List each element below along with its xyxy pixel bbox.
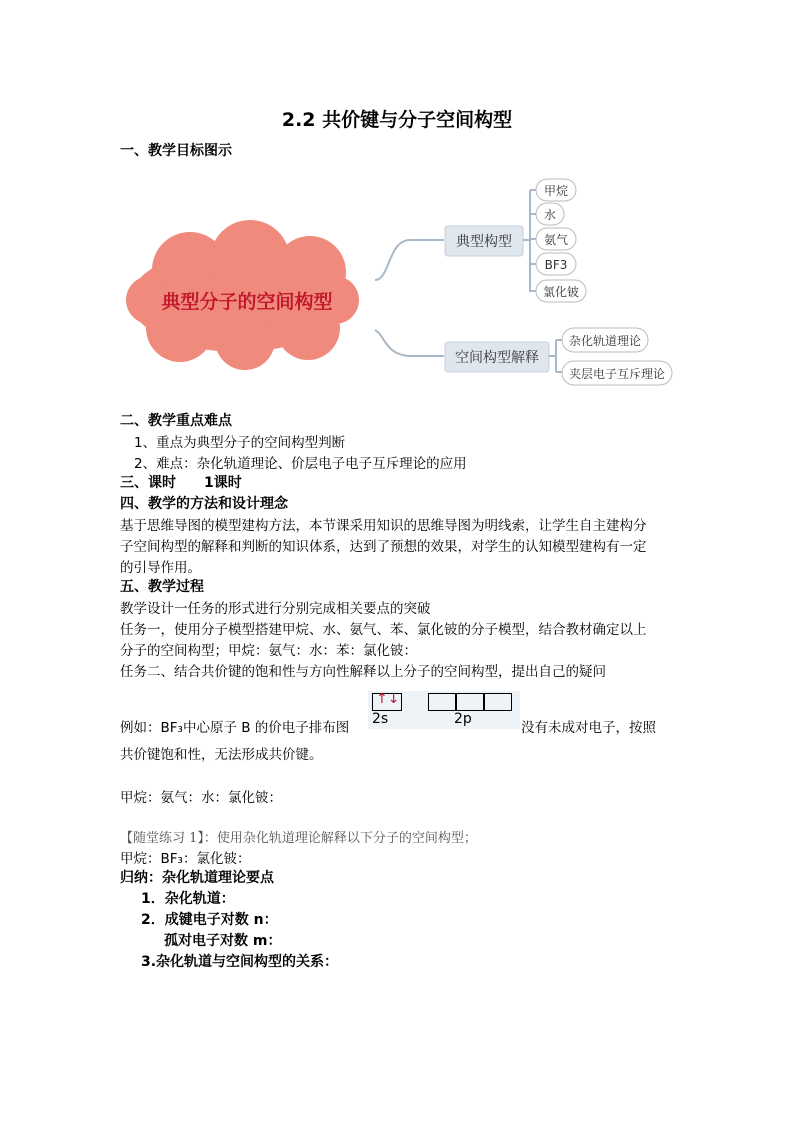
task-one-line: 任务一，使用分子模型搭建甲烷、水、氨气、苯、氯化铍的分子模型，结合教材确定以上 [120,622,647,638]
leaf-vsepr-theory [562,361,672,385]
difficult-point: 2、难点：杂化轨道理论、价层电子电子互斥理论的应用 [134,456,467,472]
section-heading-5: 五、教学过程 [120,579,204,595]
molecule-list: 甲烷：BF₃：氯化铍： [120,851,251,867]
orbital-diagram [368,691,520,729]
svg-text:BF3: BF3 [544,258,568,272]
center-label: 典型分子的空间构型 [161,291,333,313]
leaf-bf3 [536,253,576,275]
leaf-ammonia [536,228,576,250]
leaf-methane [536,179,576,201]
summary-item: 1．杂化轨道： [141,891,235,907]
summary-heading: 归纳：杂化轨道理论要点 [120,870,274,886]
svg-text:氨气: 氨气 [543,233,569,247]
svg-text:氯化铍: 氯化铍 [542,285,580,299]
svg-text:甲烷: 甲烷 [543,184,569,198]
summary-item: 3.杂化轨道与空间构型的关系： [141,954,339,970]
example-text: 例如：BF₃中心原子 B 的价电子排布图 [120,720,350,736]
paragraph-line: 的引导作用。 [120,560,201,576]
paragraph-line: 基于思维导图的模型建构方法，本节课采用知识的思维导图为明线索，让学生自主建构分 [120,518,647,534]
orbital-2p-box [456,693,484,711]
paragraph-line: 教学设计一任务的形式进行分别完成相关要点的突破 [120,601,431,617]
leaf-beryllium-chloride [536,280,586,302]
molecule-list: 甲烷：氨气：水：氯化铍： [120,790,282,806]
example-text-line2: 共价键饱和性，无法形成共价键。 [120,747,323,763]
practice-prompt: 【随堂练习 1】：使用杂化轨道理论解释以下分子的空间构型； [120,831,477,846]
leaf-water [536,203,564,225]
orbital-2p-box [428,693,456,711]
section-heading-2: 二、教学重点难点 [120,413,232,429]
orbital-2p-box [484,693,512,711]
orbital-2s-label: 2s [372,711,389,727]
mind-map [120,170,680,392]
svg-text:水: 水 [543,208,557,222]
svg-text:杂化轨道理论: 杂化轨道理论 [568,334,642,348]
task-two-line: 任务二、结合共价键的饱和性与方向性解释以上分子的空间构型，提出自己的疑问 [120,664,606,680]
paragraph-line: 子空间构型的解释和判断的知识体系，达到了预想的效果，对学生的认知模型建构有一定 [120,539,647,555]
svg-text:夹层电子互斥理论: 夹层电子互斥理论 [568,367,666,381]
connector-branch1 [375,240,444,280]
example-text-cont: 没有未成对电子，按照 [521,720,656,736]
section-heading-1: 一、教学目标图示 [120,143,232,159]
key-point: 1、重点为典型分子的空间构型判断 [134,435,346,451]
orbital-2p-label: 2p [454,711,472,727]
summary-item: 孤对电子对数 m： [164,933,282,949]
leaf-hybrid-orbital-theory [562,328,648,352]
task-one-line: 分子的空间构型；甲烷：氨气：水：苯：氯化铍： [120,643,417,659]
electron-pair-arrows: ↑↓ [376,691,400,707]
section-heading-3: 三、课时 1课时 [120,475,242,491]
branch-structure-explanation: 空间构型解释 [455,350,539,366]
connector-branch2 [375,330,444,356]
page-title: 2.2 共价键与分子空间构型 [281,109,513,131]
branch-typical-structure: 典型构型 [456,234,512,250]
section-heading-4: 四、教学的方法和设计理念 [120,496,288,512]
orbital-2s-box [372,693,402,711]
summary-item: 2．成键电子对数 n： [141,912,278,928]
